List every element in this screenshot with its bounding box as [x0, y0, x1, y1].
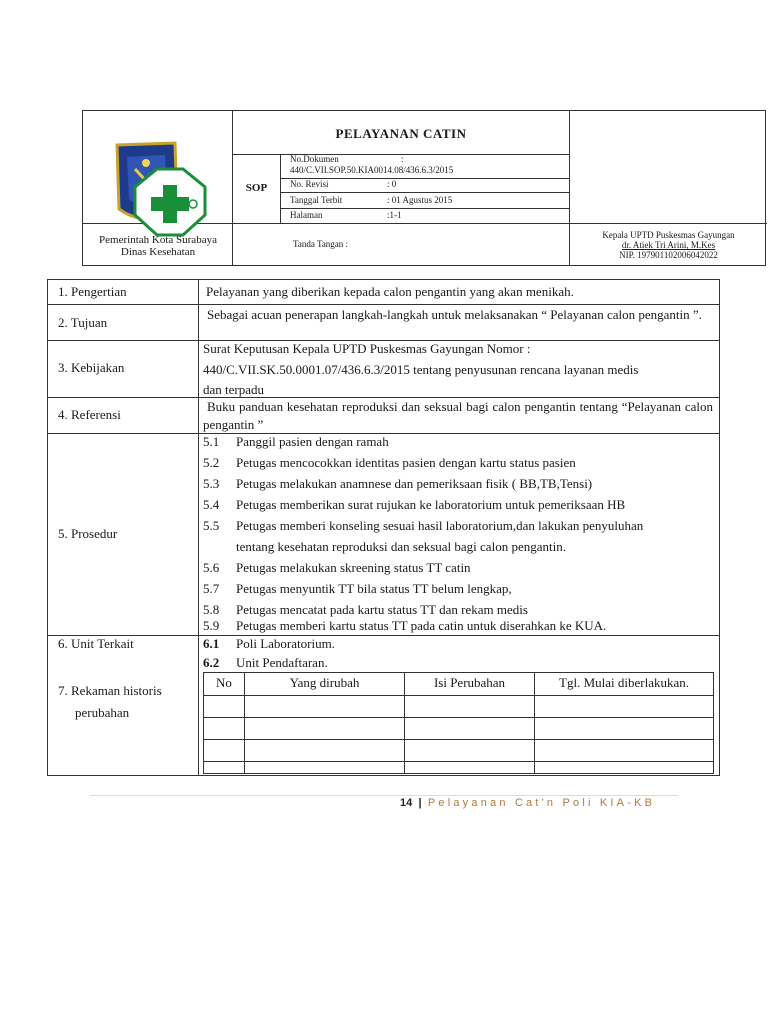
rekaman-label-line-2: perubahan [75, 705, 130, 720]
kebijakan-label: 3. Kebijakan [58, 360, 125, 375]
row-pengertian [48, 280, 719, 304]
halaman-label: Halaman [290, 210, 323, 220]
kebijakan-line-2: 440/C.VII.SK.50.0001.07/436.6.3/2015 tentang penyusunan rencana layanan medis [203, 362, 639, 377]
footer-text: Pelayanan Cat'n Poli KIA-KB [427, 797, 656, 809]
page-footer [400, 797, 655, 809]
no-revisi-label: No. Revisi [290, 179, 329, 189]
prosedur-step-continuation [203, 539, 713, 560]
prosedur-step [203, 560, 713, 581]
prosedur-step [203, 434, 713, 455]
step-text: Petugas mencocokkan identitas pasien dengan kartu status pasien [236, 455, 576, 470]
prosedur-label: 5. Prosedur [58, 526, 118, 541]
row-tujuan [48, 304, 719, 340]
step-text: tentang kesehatan reproduksi dan seksual bagi calon pengantin. [236, 539, 566, 554]
step-text: Petugas mencatat pada kartu status TT dan rekam medis [236, 602, 528, 617]
logos [113, 139, 223, 239]
footer-rule [90, 795, 678, 796]
unit-number: 6.1 [203, 636, 220, 651]
no-dokumen-colon: : [401, 154, 404, 164]
tanggal-terbit-value: : 01 Agustus 2015 [387, 195, 453, 205]
step-text: Petugas memberikan surat rujukan ke laboratorium untuk pemeriksaan HB [236, 497, 626, 512]
prosedur-step [203, 497, 713, 518]
unit-terkait-label: 6. Unit Terkait [58, 636, 134, 651]
step-text: Petugas memberi konseling sesuai hasil laboratorium,dan lakukan penyuluhan [236, 518, 644, 533]
footer-separator: | [418, 797, 422, 809]
pengertian-label: 1. Pengertian [58, 284, 127, 299]
step-number: 5.8 [203, 602, 220, 617]
no-dokumen-label: No.Dokumen [290, 154, 339, 164]
unit-number: 6.2 [203, 655, 220, 670]
institution-line-2: Dinas Kesehatan [120, 246, 196, 258]
kebijakan-line-1: Surat Keputusan Kepala UPTD Puskesmas Gayungan Nomor : [203, 341, 531, 356]
signer-nip: NIP. 197901102006042022 [619, 250, 718, 260]
step-number: 5.9 [203, 618, 220, 633]
step-text: Panggil pasien dengan ramah [236, 434, 389, 449]
step-text: Petugas memberi kartu status TT pada catin untuk diserahkan ke KUA. [236, 618, 607, 633]
sop-content-table [47, 279, 720, 776]
step-number: 5.4 [203, 497, 220, 512]
prosedur-step [203, 455, 713, 476]
revision-history-table [203, 672, 714, 774]
sop-label: SOP [245, 182, 268, 194]
step-number: 5.1 [203, 434, 220, 449]
prosedur-step [203, 518, 713, 539]
step-number: 5.7 [203, 581, 220, 596]
step-text: Petugas menyuntik TT bila status TT belum lengkap, [236, 581, 512, 596]
unit-text: Unit Pendaftaran. [236, 655, 328, 670]
unit-text: Poli Laboratorium. [236, 636, 335, 651]
halaman-value: :1-1 [387, 210, 402, 220]
column-header-isi-perubahan: Isi Perubahan [433, 675, 506, 690]
step-number: 5.6 [203, 560, 220, 575]
row-referensi [48, 397, 719, 433]
row-prosedur [48, 433, 719, 635]
referensi-text: Buku panduan kesehatan reproduksi dan seksual bagi calon pengantin tentang “Pelayanan calon pengantin ” [203, 399, 713, 432]
step-number: 5.2 [203, 455, 220, 470]
prosedur-steps [203, 434, 713, 634]
no-dokumen-value: 440/C.VII.SOP.50.KIA0014.08/436.6.3/2015 [290, 165, 454, 175]
institution-line-1: Pemerintah Kota Surabaya [99, 234, 217, 246]
unit-item [203, 636, 335, 652]
step-text: Petugas melakukan skreening status TT catin [236, 560, 471, 575]
signer-title: Kepala UPTD Puskesmas Gayungan [602, 230, 735, 240]
column-header-no: No [216, 675, 232, 690]
signer-name: dr. Atiek Tri Arini, M.Kes [621, 240, 716, 250]
step-text: Petugas melakukan anamnese dan pemeriksaan fisik ( BB,TB,Tensi) [236, 476, 593, 491]
kebijakan-line-3: dan terpadu [203, 382, 265, 397]
institution-name [83, 234, 233, 258]
puskesmas-logo-icon [135, 169, 205, 235]
no-revisi-value: : 0 [387, 179, 397, 189]
pengertian-text: Pelayanan yang diberikan kepada calon pengantin yang akan menikah. [206, 284, 574, 299]
city-emblem-icon [113, 139, 223, 239]
tujuan-label: 2. Tujuan [58, 315, 108, 330]
column-header-yang-dirubah: Yang dirubah [289, 675, 360, 690]
step-number: 5.5 [203, 518, 220, 533]
rekaman-label-line-1: 7. Rekaman historis [58, 683, 162, 698]
tujuan-text: Sebagai acuan penerapan langkah-langkah untuk melaksanakan “ Pelayanan calon pengantin ”. [207, 307, 702, 322]
document-title: PELAYANAN CATIN [335, 126, 467, 141]
row-unit-terkait [48, 635, 719, 669]
page-number: 14 [400, 797, 413, 809]
prosedur-step [203, 476, 713, 497]
step-number: 5.3 [203, 476, 220, 491]
row-kebijakan [48, 340, 719, 397]
column-header-tgl-mulai: Tgl. Mulai diberlakukan. [559, 675, 689, 690]
tanggal-terbit-label: Tanggal Terbit [290, 195, 343, 205]
row-rekaman-historis [48, 669, 719, 776]
referensi-label: 4. Referensi [58, 407, 121, 422]
prosedur-step [203, 581, 713, 602]
sop-header [82, 110, 766, 266]
tanda-tangan-label: Tanda Tangan : [293, 239, 349, 249]
